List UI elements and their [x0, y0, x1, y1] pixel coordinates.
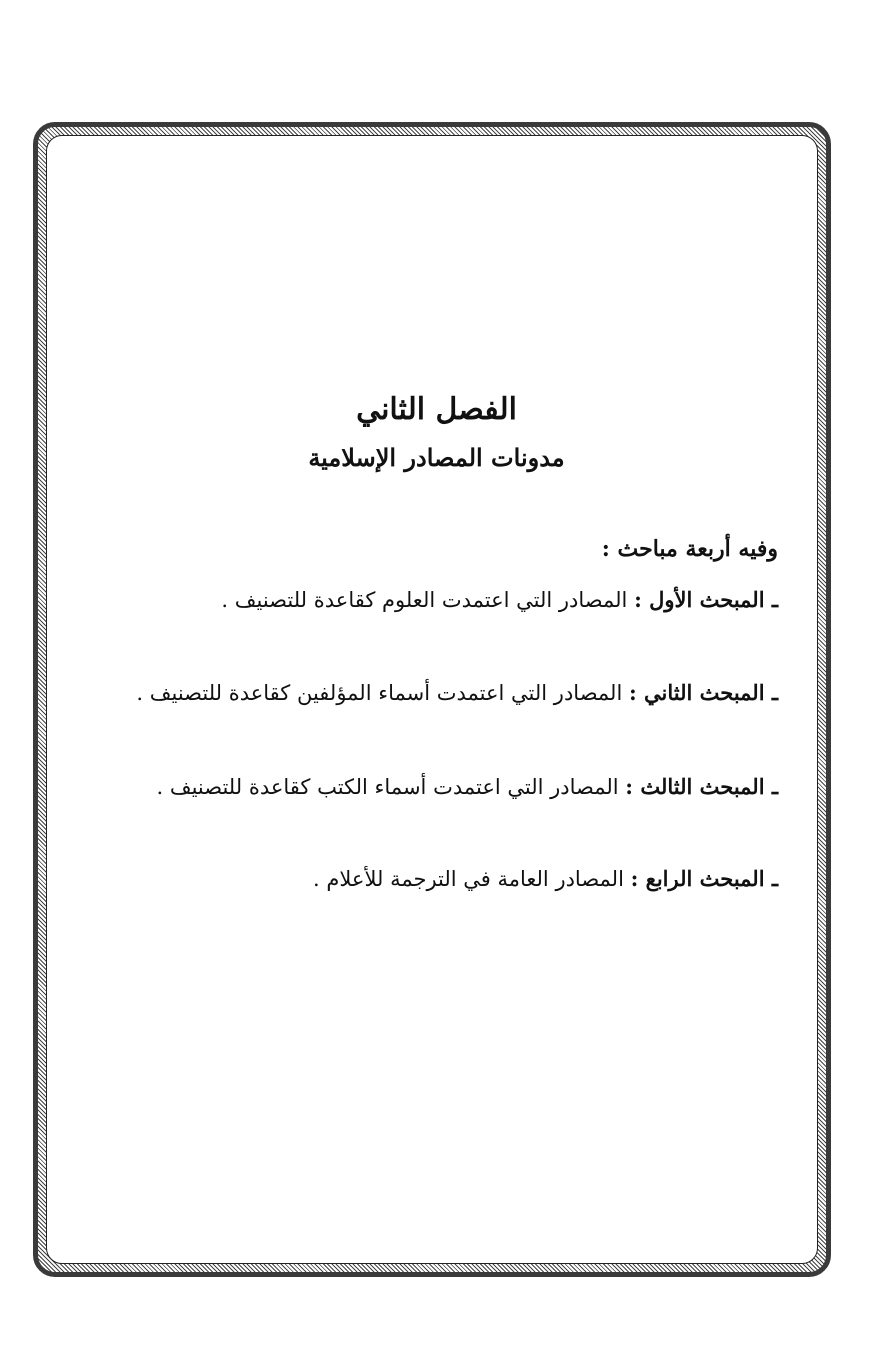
- section-text: المصادر التي اعتمدت العلوم كقاعدة للتصنيف .: [221, 588, 635, 612]
- section-label: ـ المبحث الثالث :: [625, 774, 778, 799]
- section-text: المصادر التي اعتمدت أسماء المؤلفين كقاعدة للتصنيف .: [136, 681, 629, 705]
- section-label: ـ المبحث الأول :: [634, 587, 778, 612]
- chapter-title: الفصل الثاني: [356, 392, 517, 427]
- sections-intro: وفيه أربعة مباحث :: [601, 536, 778, 562]
- section-text: المصادر التي اعتمدت أسماء الكتب كقاعدة للتصنيف .: [156, 775, 626, 799]
- section-item-3: [157, 770, 779, 804]
- section-item-1: [221, 583, 778, 617]
- section-label: ـ المبحث الثاني :: [628, 680, 778, 705]
- chapter-subtitle: مدونات المصادر الإسلامية: [308, 443, 565, 472]
- section-text: المصادر العامة في الترجمة للأعلام .: [313, 867, 631, 891]
- section-item-2: [136, 676, 778, 710]
- section-label: ـ المبحث الرابع :: [630, 866, 778, 891]
- section-item-4: [313, 862, 778, 896]
